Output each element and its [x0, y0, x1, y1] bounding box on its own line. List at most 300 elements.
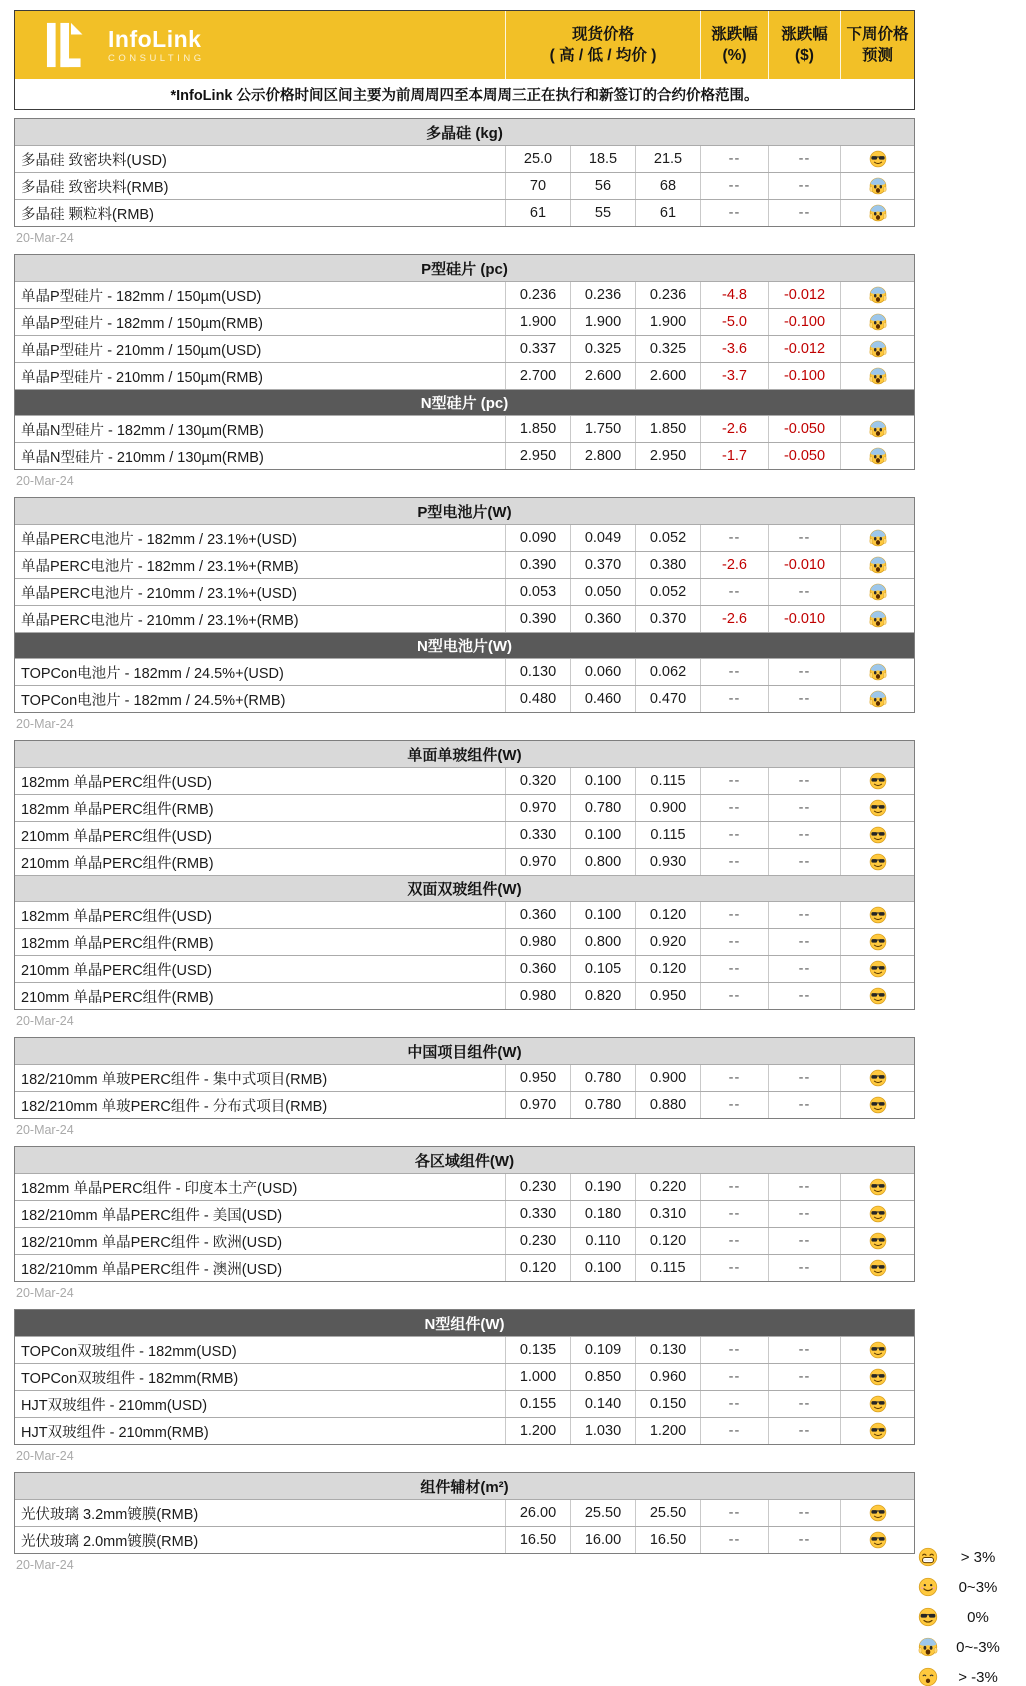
high-price-cell: 0.390	[505, 552, 570, 578]
high-price-cell: 0.155	[505, 1391, 570, 1417]
high-price-cell: 1.900	[505, 309, 570, 335]
table-row	[15, 901, 914, 928]
high-price-cell: 0.980	[505, 983, 570, 1009]
avg-price-cell: 0.920	[635, 929, 700, 955]
forecast-scream-face-icon	[869, 367, 887, 385]
price-section-block	[14, 1037, 915, 1119]
avg-price-cell: 0.120	[635, 1228, 700, 1254]
item-name-cell: 单晶P型硅片 - 182mm / 150µm(USD)	[21, 288, 262, 305]
high-price-cell: 0.230	[505, 1228, 570, 1254]
brand-subtitle: CONSULTING	[108, 52, 205, 64]
legend-item	[916, 1542, 1016, 1572]
item-name-cell: 单晶PERC电池片 - 182mm / 23.1%+(USD)	[21, 531, 297, 548]
table-row	[15, 1091, 914, 1118]
change-pct-cell: --	[700, 768, 768, 794]
date-label: 20-Mar-24	[16, 1286, 74, 1300]
item-name-cell: 多晶硅 致密块料(USD)	[21, 152, 167, 169]
change-usd-cell: --	[768, 579, 840, 605]
change-pct-cell: --	[700, 1337, 768, 1363]
forecast-cell	[840, 849, 914, 875]
table-row	[15, 551, 914, 578]
change-usd-unit: ($)	[795, 47, 814, 64]
high-price-cell: 0.360	[505, 956, 570, 982]
change-pct-cell: -5.0	[700, 309, 768, 335]
low-price-cell: 0.100	[570, 1255, 635, 1281]
forecast-sunglasses-face-icon	[869, 1069, 887, 1087]
item-name-cell: TOPCon双玻组件 - 182mm(RMB)	[21, 1370, 239, 1387]
avg-price-cell: 0.950	[635, 983, 700, 1009]
low-price-cell: 0.100	[570, 768, 635, 794]
change-usd-cell: --	[768, 1255, 840, 1281]
high-price-cell: 0.337	[505, 336, 570, 362]
item-name-cell: 单晶N型硅片 - 182mm / 130µm(RMB)	[21, 422, 264, 439]
table-row	[15, 335, 914, 362]
avg-price-cell: 0.220	[635, 1174, 700, 1200]
section-header: 多晶硅 (kg)	[15, 119, 914, 145]
change-usd-cell: --	[768, 1500, 840, 1526]
change-usd-cell: -0.050	[768, 416, 840, 442]
date-label: 20-Mar-24	[16, 717, 74, 731]
avg-price-cell: 2.600	[635, 363, 700, 389]
price-group	[14, 1146, 915, 1301]
table-row	[15, 794, 914, 821]
low-price-cell: 0.140	[570, 1391, 635, 1417]
forecast-sunglasses-face-icon	[869, 1259, 887, 1277]
spot-price-subtitle: ( 高 / 低 / 均价 )	[549, 47, 657, 64]
avg-price-cell: 25.50	[635, 1500, 700, 1526]
high-price-cell: 0.320	[505, 768, 570, 794]
legend-scream-face-icon	[918, 1637, 938, 1657]
change-usd-cell: -0.012	[768, 336, 840, 362]
avg-price-cell: 0.930	[635, 849, 700, 875]
forecast-cell	[840, 1527, 914, 1553]
high-price-cell: 0.236	[505, 282, 570, 308]
change-usd-cell: -0.050	[768, 443, 840, 469]
item-name-cell: 单晶N型硅片 - 210mm / 130µm(RMB)	[21, 449, 264, 466]
change-usd-cell: --	[768, 1364, 840, 1390]
forecast-cell	[840, 363, 914, 389]
low-price-cell: 0.190	[570, 1174, 635, 1200]
low-price-cell: 18.5	[570, 146, 635, 172]
change-pct-cell: --	[700, 1527, 768, 1553]
price-group	[14, 497, 915, 732]
item-name-cell: 182mm 单晶PERC组件(USD)	[21, 774, 212, 791]
section-header: P型硅片 (pc)	[15, 255, 914, 281]
forecast-cell	[840, 983, 914, 1009]
change-pct-cell: --	[700, 146, 768, 172]
change-usd-cell: --	[768, 1337, 840, 1363]
change-pct-cell: --	[700, 822, 768, 848]
table-row	[15, 1363, 914, 1390]
table-row	[15, 1390, 914, 1417]
price-period-note: *InfoLink 公示价格时间区间主要为前周周四至本周周三正在执行和新签订的合约价格范围。	[15, 79, 914, 109]
forecast-cell	[840, 336, 914, 362]
legend-icon-wrap	[916, 1607, 940, 1627]
table-row	[15, 145, 914, 172]
table-row	[15, 1064, 914, 1091]
high-price-cell: 2.950	[505, 443, 570, 469]
change-pct-cell: --	[700, 849, 768, 875]
legend-icon-wrap	[916, 1577, 940, 1597]
forecast-cell	[840, 686, 914, 712]
section-header: 双面双玻组件(W)	[15, 875, 914, 901]
price-table	[14, 10, 915, 1581]
low-price-cell: 0.460	[570, 686, 635, 712]
high-price-cell: 16.50	[505, 1527, 570, 1553]
table-row	[15, 1336, 914, 1363]
table-row	[15, 848, 914, 875]
change-pct-cell: --	[700, 1418, 768, 1444]
forecast-sunglasses-face-icon	[869, 1178, 887, 1196]
table-row	[15, 578, 914, 605]
high-price-cell: 0.480	[505, 686, 570, 712]
avg-price-cell: 1.850	[635, 416, 700, 442]
change-pct-cell: --	[700, 1201, 768, 1227]
legend-shock-face-icon	[918, 1667, 938, 1686]
change-usd-cell: --	[768, 1228, 840, 1254]
forecast-cell	[840, 1418, 914, 1444]
item-name-cell: 182mm 单晶PERC组件 - 印度本土产(USD)	[21, 1180, 298, 1197]
forecast-scream-face-icon	[869, 286, 887, 304]
avg-price-cell: 0.960	[635, 1364, 700, 1390]
item-name-cell: 光伏玻璃 2.0mm镀膜(RMB)	[21, 1533, 199, 1550]
forecast-scream-face-icon	[869, 204, 887, 222]
low-price-cell: 0.236	[570, 282, 635, 308]
change-usd-cell: --	[768, 1201, 840, 1227]
high-price-cell: 0.970	[505, 1092, 570, 1118]
change-pct-cell: --	[700, 1364, 768, 1390]
forecast-cell	[840, 1092, 914, 1118]
low-price-cell: 1.750	[570, 416, 635, 442]
low-price-cell: 56	[570, 173, 635, 199]
avg-price-cell: 2.950	[635, 443, 700, 469]
forecast-sunglasses-face-icon	[869, 933, 887, 951]
avg-price-cell: 68	[635, 173, 700, 199]
low-price-cell: 0.850	[570, 1364, 635, 1390]
change-usd-title: 涨跌幅	[781, 26, 828, 43]
item-name-cell: TOPCon电池片 - 182mm / 24.5%+(USD)	[21, 665, 284, 682]
price-section-block	[14, 497, 915, 713]
table-row	[15, 1254, 914, 1281]
table-row	[15, 308, 914, 335]
change-pct-cell: --	[700, 795, 768, 821]
forecast-cell	[840, 768, 914, 794]
change-usd-cell: -0.012	[768, 282, 840, 308]
forecast-sunglasses-face-icon	[869, 772, 887, 790]
table-row	[15, 172, 914, 199]
low-price-cell: 0.060	[570, 659, 635, 685]
forecast-sunglasses-face-icon	[869, 1504, 887, 1522]
change-pct-cell: --	[700, 929, 768, 955]
change-usd-cell: --	[768, 146, 840, 172]
price-group	[14, 118, 915, 246]
legend-icon-wrap	[916, 1547, 940, 1567]
forecast-subtitle: 预测	[861, 47, 893, 64]
high-price-cell: 0.970	[505, 795, 570, 821]
change-usd-cell: --	[768, 200, 840, 226]
table-row	[15, 685, 914, 712]
low-price-cell: 16.00	[570, 1527, 635, 1553]
low-price-cell: 0.105	[570, 956, 635, 982]
col-header-spot-price	[505, 11, 700, 79]
forecast-sunglasses-face-icon	[869, 1232, 887, 1250]
change-pct-cell: --	[700, 1092, 768, 1118]
table-row	[15, 1526, 914, 1553]
low-price-cell: 0.800	[570, 849, 635, 875]
section-header: P型电池片(W)	[15, 498, 914, 524]
change-pct-cell: -2.6	[700, 552, 768, 578]
low-price-cell: 0.780	[570, 1092, 635, 1118]
high-price-cell: 0.135	[505, 1337, 570, 1363]
table-row	[15, 362, 914, 389]
section-header: N型组件(W)	[15, 1310, 914, 1336]
forecast-sunglasses-face-icon	[869, 1368, 887, 1386]
legend-item	[916, 1662, 1016, 1686]
table-row	[15, 982, 914, 1009]
change-pct-cell: -4.8	[700, 282, 768, 308]
high-price-cell: 2.700	[505, 363, 570, 389]
forecast-legend	[916, 1542, 1016, 1686]
low-price-cell: 0.370	[570, 552, 635, 578]
change-pct-cell: -3.7	[700, 363, 768, 389]
avg-price-cell: 0.900	[635, 1065, 700, 1091]
table-row	[15, 524, 914, 551]
high-price-cell: 0.120	[505, 1255, 570, 1281]
avg-price-cell: 0.130	[635, 1337, 700, 1363]
change-pct-title: 涨跌幅	[711, 26, 758, 43]
section-header: 各区域组件(W)	[15, 1147, 914, 1173]
forecast-cell	[840, 606, 914, 632]
change-usd-cell: -0.100	[768, 363, 840, 389]
low-price-cell: 0.820	[570, 983, 635, 1009]
change-pct-cell: --	[700, 1391, 768, 1417]
forecast-sunglasses-face-icon	[869, 1422, 887, 1440]
change-pct-cell: --	[700, 902, 768, 928]
forecast-cell	[840, 309, 914, 335]
high-price-cell: 1.000	[505, 1364, 570, 1390]
item-name-cell: HJT双玻组件 - 210mm(USD)	[21, 1397, 208, 1414]
forecast-scream-face-icon	[869, 529, 887, 547]
forecast-sunglasses-face-icon	[869, 960, 887, 978]
table-row	[15, 1499, 914, 1526]
forecast-cell	[840, 1228, 914, 1254]
forecast-cell	[840, 902, 914, 928]
high-price-cell: 0.330	[505, 1201, 570, 1227]
item-name-cell: 210mm 单晶PERC组件(RMB)	[21, 989, 214, 1006]
table-row	[15, 1417, 914, 1444]
forecast-cell	[840, 173, 914, 199]
change-pct-cell: -2.6	[700, 606, 768, 632]
forecast-cell	[840, 443, 914, 469]
table-header-row	[15, 11, 914, 79]
legend-label: 0%	[967, 1608, 989, 1626]
low-price-cell: 2.800	[570, 443, 635, 469]
low-price-cell: 0.325	[570, 336, 635, 362]
change-usd-cell: --	[768, 1174, 840, 1200]
change-usd-cell: --	[768, 929, 840, 955]
spot-price-title: 现货价格	[571, 26, 634, 43]
item-name-cell: 单晶PERC电池片 - 210mm / 23.1%+(USD)	[21, 585, 297, 602]
low-price-cell: 0.110	[570, 1228, 635, 1254]
forecast-cell	[840, 1065, 914, 1091]
forecast-scream-face-icon	[869, 610, 887, 628]
legend-label: > 3%	[960, 1548, 996, 1566]
low-price-cell: 0.100	[570, 902, 635, 928]
item-name-cell: HJT双玻组件 - 210mm(RMB)	[21, 1424, 209, 1441]
high-price-cell: 0.360	[505, 902, 570, 928]
forecast-cell	[840, 525, 914, 551]
low-price-cell: 0.800	[570, 929, 635, 955]
table-row	[15, 415, 914, 442]
item-name-cell: 单晶PERC电池片 - 210mm / 23.1%+(RMB)	[21, 612, 299, 629]
change-usd-cell: --	[768, 659, 840, 685]
low-price-cell: 1.900	[570, 309, 635, 335]
forecast-cell	[840, 1255, 914, 1281]
table-row	[15, 605, 914, 632]
low-price-cell: 0.050	[570, 579, 635, 605]
forecast-cell	[840, 929, 914, 955]
table-row	[15, 821, 914, 848]
table-row	[15, 928, 914, 955]
price-group	[14, 1037, 915, 1138]
change-pct-cell: --	[700, 1500, 768, 1526]
change-pct-cell: --	[700, 956, 768, 982]
low-price-cell: 25.50	[570, 1500, 635, 1526]
low-price-cell: 1.030	[570, 1418, 635, 1444]
avg-price-cell: 0.052	[635, 579, 700, 605]
legend-icon-wrap	[916, 1637, 940, 1657]
item-name-cell: 210mm 单晶PERC组件(USD)	[21, 962, 212, 979]
forecast-scream-face-icon	[869, 583, 887, 601]
avg-price-cell: 0.370	[635, 606, 700, 632]
forecast-cell	[840, 282, 914, 308]
price-group	[14, 254, 915, 489]
high-price-cell: 0.090	[505, 525, 570, 551]
price-group	[14, 740, 915, 1029]
forecast-cell	[840, 1174, 914, 1200]
table-row	[15, 1200, 914, 1227]
avg-price-cell: 0.120	[635, 902, 700, 928]
low-price-cell: 0.100	[570, 822, 635, 848]
legend-label: 0~3%	[958, 1578, 998, 1596]
forecast-cell	[840, 416, 914, 442]
table-row	[15, 442, 914, 469]
change-pct-cell: --	[700, 1255, 768, 1281]
forecast-sunglasses-face-icon	[869, 1341, 887, 1359]
section-header: 中国项目组件(W)	[15, 1038, 914, 1064]
change-usd-cell: --	[768, 768, 840, 794]
item-name-cell: 182/210mm 单玻PERC组件 - 分布式项目(RMB)	[21, 1098, 328, 1115]
table-row	[15, 955, 914, 982]
price-table-groups	[14, 118, 915, 1573]
high-price-cell: 61	[505, 200, 570, 226]
change-pct-cell: --	[700, 686, 768, 712]
forecast-cell	[840, 1201, 914, 1227]
table-row	[15, 281, 914, 308]
infolink-monogram-icon	[45, 21, 95, 69]
low-price-cell: 0.780	[570, 1065, 635, 1091]
avg-price-cell: 0.900	[635, 795, 700, 821]
legend-item	[916, 1572, 1016, 1602]
item-name-cell: TOPCon双玻组件 - 182mm(USD)	[21, 1343, 237, 1360]
forecast-sunglasses-face-icon	[869, 799, 887, 817]
item-name-cell: 182/210mm 单晶PERC组件 - 澳洲(USD)	[21, 1261, 283, 1278]
change-pct-cell: --	[700, 200, 768, 226]
legend-smile-face-icon	[918, 1577, 938, 1597]
change-usd-cell: --	[768, 1418, 840, 1444]
price-section-block	[14, 1472, 915, 1554]
high-price-cell: 0.980	[505, 929, 570, 955]
low-price-cell: 2.600	[570, 363, 635, 389]
legend-sunglasses-face-icon	[918, 1607, 938, 1627]
change-usd-cell: -0.100	[768, 309, 840, 335]
avg-price-cell: 0.120	[635, 956, 700, 982]
legend-label: > -3%	[958, 1668, 998, 1686]
item-name-cell: 210mm 单晶PERC组件(USD)	[21, 828, 212, 845]
avg-price-cell: 0.470	[635, 686, 700, 712]
high-price-cell: 0.970	[505, 849, 570, 875]
date-label: 20-Mar-24	[16, 1014, 74, 1028]
forecast-scream-face-icon	[869, 447, 887, 465]
forecast-cell	[840, 552, 914, 578]
item-name-cell: 182mm 单晶PERC组件(USD)	[21, 908, 212, 925]
price-section-block	[14, 1309, 915, 1445]
change-usd-cell: --	[768, 902, 840, 928]
avg-price-cell: 0.062	[635, 659, 700, 685]
table-header-block	[14, 10, 915, 110]
table-row	[15, 1173, 914, 1200]
change-pct-unit: (%)	[722, 47, 747, 64]
item-name-cell: 182/210mm 单晶PERC组件 - 欧洲(USD)	[21, 1234, 283, 1251]
avg-price-cell: 0.380	[635, 552, 700, 578]
forecast-cell	[840, 200, 914, 226]
forecast-cell	[840, 1500, 914, 1526]
section-header: N型电池片(W)	[15, 632, 914, 658]
price-section-block	[14, 254, 915, 470]
avg-price-cell: 0.052	[635, 525, 700, 551]
high-price-cell: 70	[505, 173, 570, 199]
legend-item	[916, 1602, 1016, 1632]
change-pct-cell: --	[700, 983, 768, 1009]
forecast-sunglasses-face-icon	[869, 1531, 887, 1549]
avg-price-cell: 0.325	[635, 336, 700, 362]
table-row	[15, 199, 914, 226]
avg-price-cell: 0.115	[635, 822, 700, 848]
item-name-cell: 182mm 单晶PERC组件(RMB)	[21, 935, 214, 952]
low-price-cell: 0.109	[570, 1337, 635, 1363]
avg-price-cell: 0.150	[635, 1391, 700, 1417]
date-label: 20-Mar-24	[16, 1123, 74, 1137]
low-price-cell: 0.049	[570, 525, 635, 551]
avg-price-cell: 1.900	[635, 309, 700, 335]
low-price-cell: 0.360	[570, 606, 635, 632]
forecast-scream-face-icon	[869, 177, 887, 195]
change-usd-cell: --	[768, 686, 840, 712]
price-group	[14, 1309, 915, 1464]
change-pct-cell: --	[700, 1174, 768, 1200]
forecast-title: 下周价格	[846, 26, 909, 43]
change-usd-cell: --	[768, 983, 840, 1009]
high-price-cell: 25.0	[505, 146, 570, 172]
change-pct-cell: --	[700, 579, 768, 605]
item-name-cell: 单晶PERC电池片 - 182mm / 23.1%+(RMB)	[21, 558, 299, 575]
date-label: 20-Mar-24	[16, 474, 74, 488]
forecast-scream-face-icon	[869, 690, 887, 708]
legend-icon-wrap	[916, 1667, 940, 1686]
forecast-sunglasses-face-icon	[869, 1096, 887, 1114]
item-name-cell: 182/210mm 单玻PERC组件 - 集中式项目(RMB)	[21, 1071, 328, 1088]
change-pct-cell: -2.6	[700, 416, 768, 442]
